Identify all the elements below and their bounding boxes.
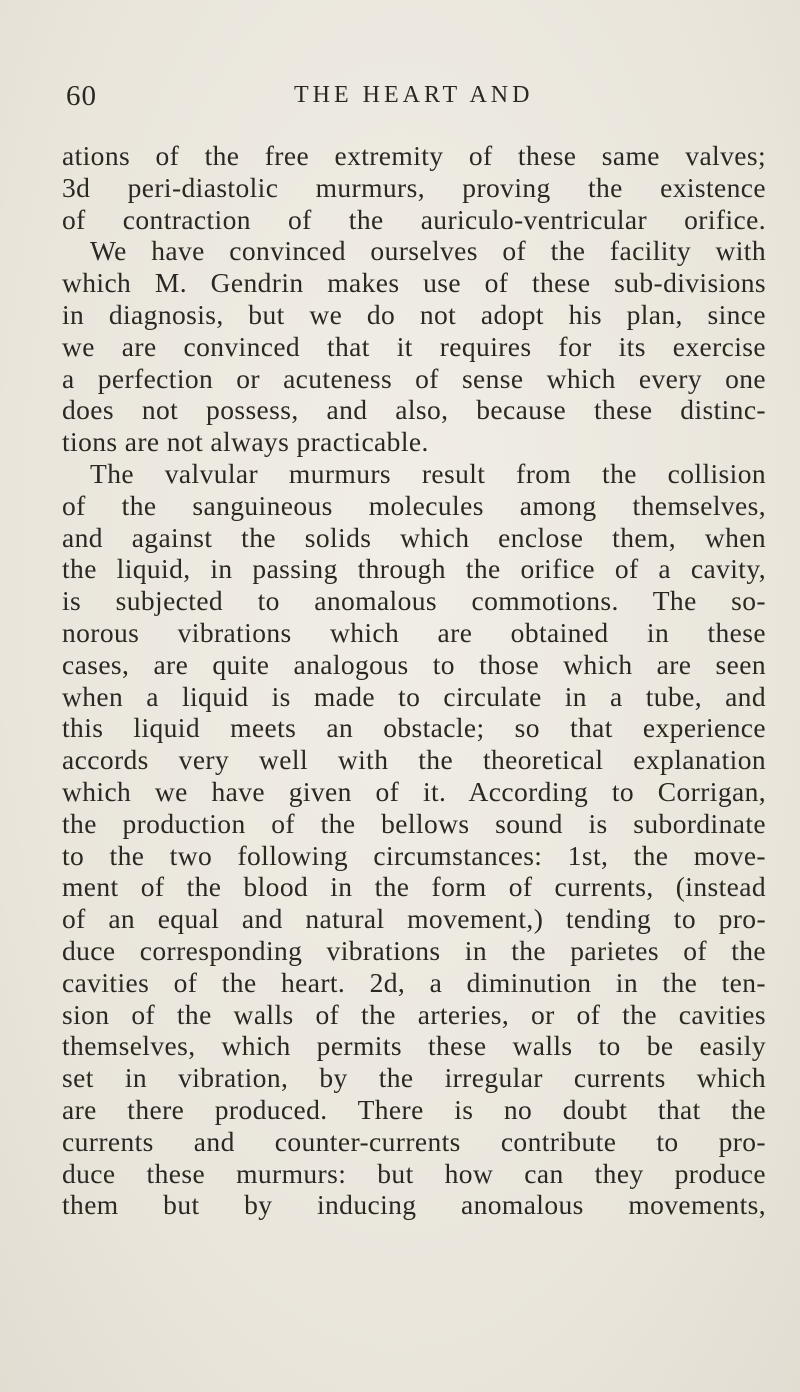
text-line: the liquid, in passing through the orifice of a cavity,: [62, 553, 766, 585]
text-line: norous vibrations which are obtained in these: [62, 616, 766, 648]
text-line: this liquid meets an obstacle; so that experience: [62, 712, 766, 744]
text-line: cases, are quite analogous to those which are seen: [62, 648, 766, 680]
text-line: duce corresponding vibrations in the parietes of the: [62, 934, 766, 966]
body-text: [62, 140, 766, 1221]
text-line: duce these murmurs: but how can they produce: [62, 1157, 766, 1189]
text-line: currents and counter-currents contribute to pro-: [62, 1125, 766, 1157]
text-line: of contraction of the auriculo-ventricular orifice.: [62, 203, 766, 235]
text-line: themselves, which permits these walls to be easily: [62, 1030, 766, 1062]
running-head: THE HEART AND: [294, 82, 534, 108]
text-line: is subjected to anomalous commotions. The so-: [62, 585, 766, 617]
text-line: a perfection or acuteness of sense which every one: [62, 362, 766, 394]
text-line: them but by inducing anomalous movements,: [62, 1189, 766, 1221]
text-line: sion of the walls of the arteries, or of the cavities: [62, 998, 766, 1030]
text-line: the production of the bellows sound is subordinate: [62, 807, 766, 839]
text-line: ations of the free extremity of these same valves;: [62, 140, 766, 171]
text-line: ment of the blood in the form of currents, (instead: [62, 871, 766, 903]
text-line: in diagnosis, but we do not adopt his plan, since: [62, 298, 766, 330]
text-line: 3d peri-diastolic murmurs, proving the existence: [62, 171, 766, 203]
text-line: which we have given of it. According to Corrigan,: [62, 775, 766, 807]
text-line: we are convinced that it requires for its exercise: [62, 330, 766, 362]
text-line: when a liquid is made to circulate in a tube, and: [62, 680, 766, 712]
text-line: are there produced. There is no doubt that the: [62, 1093, 766, 1125]
text-line: of the sanguineous molecules among themselves,: [62, 489, 766, 521]
page-number: 60: [66, 80, 97, 112]
text-line: The valvular murmurs result from the collision: [90, 457, 766, 489]
text-line: does not possess, and also, because these distinc-: [62, 394, 766, 426]
text-line: of an equal and natural movement,) tending to pro-: [62, 903, 766, 935]
text-line: We have convinced ourselves of the facility with: [90, 235, 766, 267]
text-line: to the two following circumstances: 1st, the move-: [62, 839, 766, 871]
text-line: tions are not always practicable.: [62, 426, 429, 458]
text-line: and against the solids which enclose them, when: [62, 521, 766, 553]
text-line: which M. Gendrin makes use of these sub-divisions: [62, 267, 766, 299]
text-line: cavities of the heart. 2d, a diminution in the ten-: [62, 966, 766, 998]
text-line: accords very well with the theoretical explanation: [62, 744, 766, 776]
text-line: set in vibration, by the irregular currents which: [62, 1062, 766, 1094]
